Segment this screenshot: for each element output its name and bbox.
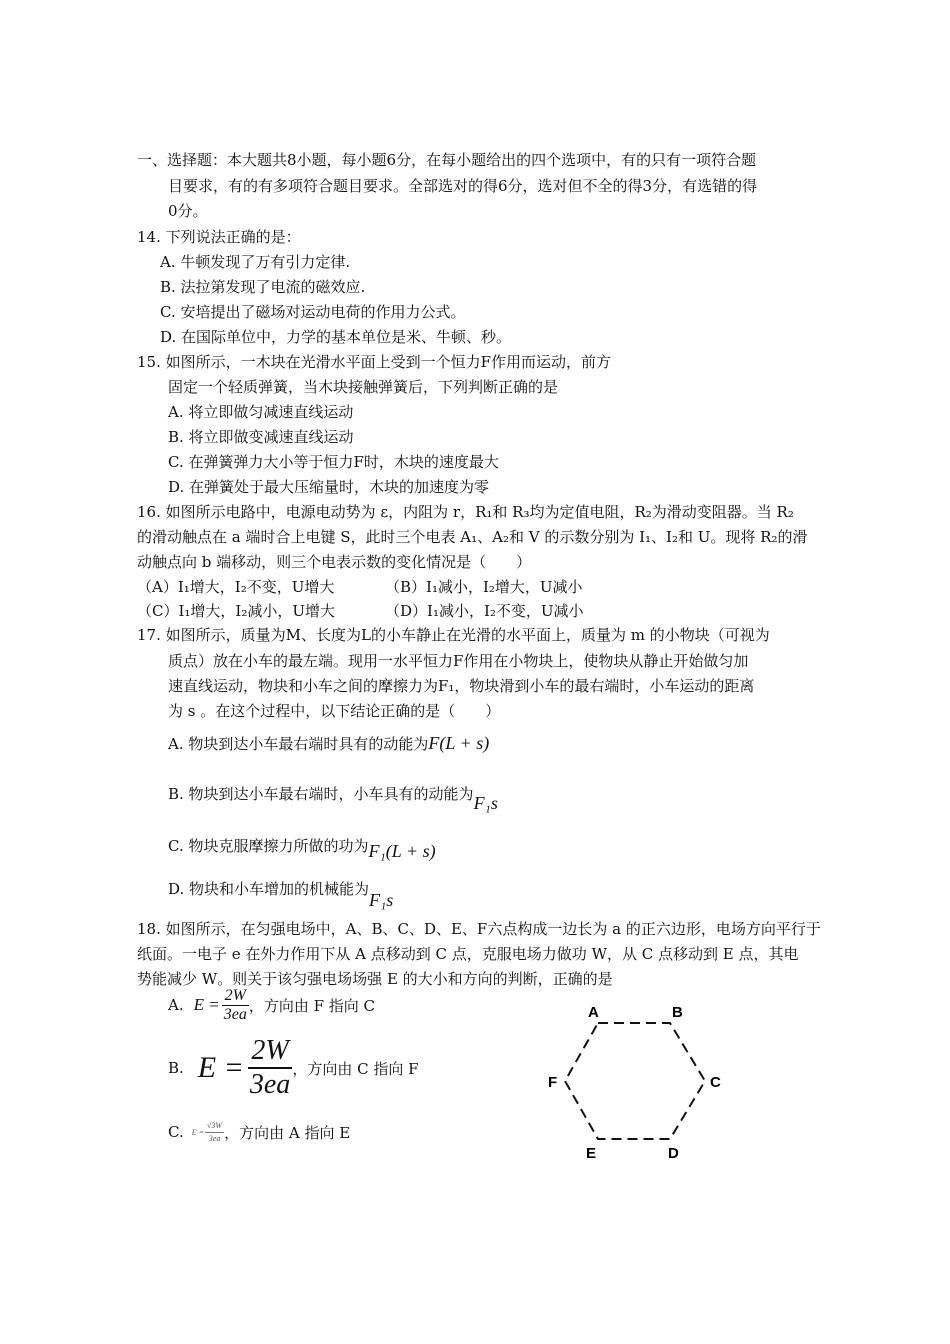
hexagon-label-b: B — [672, 1004, 683, 1021]
q18-stem-line3: 势能减少 W。则关于该匀强电场场强 E 的大小和方向的判断，正确的是 — [137, 970, 613, 988]
q18-stem-line1: 18. 如图所示，在匀强电场中，A、B、C、D、E、F六点构成一边长为 a 的正六边形，电场方向平行于 — [137, 920, 821, 938]
section-instructions-line1: 一、选择题：本大题共8小题，每小题6分，在每小题给出的四个选项中，有的只有一项符合题 — [137, 151, 757, 169]
q18-option-a-prefix: A. — [168, 996, 184, 1014]
q18-option-a — [168, 982, 375, 1028]
q16-stem-line1: 16. 如图所示电路中，电源电动势为 ε，内阻为 r，R₁和 R₃均为定值电阻，R₂为滑动变阻器。当 R₂ — [137, 503, 794, 521]
hexagon-label-c: C — [710, 1074, 721, 1091]
q17-option-d-text: D. 物块和小车增加的机械能为 — [168, 880, 370, 898]
q17-option-a — [168, 732, 489, 755]
q15-option-b: B. 将立即做变减速直线运动 — [168, 428, 354, 446]
hexagon-label-f: F — [548, 1074, 558, 1091]
q18-option-b-denominator: 3ea — [249, 1069, 291, 1100]
q18-option-a-denominator: 3ea — [223, 1005, 247, 1023]
q18-option-b-numerator: 2W — [248, 1035, 292, 1069]
q18-option-a-lhs: E = — [193, 995, 220, 1014]
q18-option-b-fraction — [248, 1035, 292, 1101]
q15-stem-line2: 固定一个轻质弹簧，当木块接触弹簧后，下列判断正确的是 — [168, 378, 559, 396]
q18-option-b — [168, 1032, 419, 1104]
hexagon-diagram — [540, 995, 740, 1165]
q18-option-b-lhs: E = — [197, 1051, 244, 1084]
q16-option-a: （A）I₁增大，I₂不变，U增大 — [137, 578, 335, 596]
q18-option-c-direction: ，方向由 A 指向 E — [224, 1123, 351, 1142]
q15-option-d: D. 在弹簧处于最大压缩量时，木块的加速度为零 — [168, 478, 490, 496]
q17-option-d-formula: F₁s — [369, 890, 394, 910]
q14-option-d: D. 在国际单位中，力学的基本单位是米、牛顿、秒。 — [160, 328, 512, 346]
q18-option-a-direction: ，方向由 F 指向 C — [248, 996, 376, 1015]
q17-option-b-formula: F₁s — [473, 793, 498, 813]
q15-stem-line1: 15. 如图所示，一木块在光滑水平面上受到一个恒力F作用而运动，前方 — [137, 353, 612, 371]
q18-option-c-denominator: 3ea — [208, 1133, 221, 1143]
q16-stem-line3: 动触点向 b 端移动，则三个电表示数的变化情况是（ ） — [137, 553, 532, 571]
q18-option-c — [168, 1110, 350, 1154]
q17-option-c-formula: F₁(L + s) — [368, 841, 436, 861]
hexagon-outline — [565, 1023, 705, 1139]
hexagon-label-d: D — [668, 1145, 679, 1162]
q17-option-a-formula: F(L + s) — [428, 733, 490, 753]
q17-stem-line4: 为 s 。在这个过程中，以下结论正确的是（ ） — [168, 702, 501, 720]
q17-option-b-text: B. 物块到达小车最右端时，小车具有的动能为 — [168, 785, 474, 803]
q17-option-d — [168, 877, 394, 910]
q14-option-b: B. 法拉第发现了电流的磁效应. — [160, 278, 366, 296]
section-instructions-line2: 目要求，有的有多项符合题目要求。全部选对的得6分，选对但不全的得3分，有选错的得 — [168, 177, 758, 195]
q17-stem-line1: 17. 如图所示，质量为M、长度为L的小车静止在光滑的水平面上，质量为 m 的小物块（可视为 — [137, 626, 770, 644]
q17-option-c-text: C. 物块克服摩擦力所做的功为 — [168, 837, 369, 855]
q18-option-c-fraction — [205, 1120, 224, 1145]
hexagon-label-a: A — [588, 1004, 599, 1021]
q17-option-b — [168, 782, 498, 813]
q16-option-c: （C）I₁增大，I₂减小，U增大 — [137, 602, 335, 620]
q17-option-a-text: A. 物块到达小车最右端时具有的动能为 — [168, 735, 429, 753]
q16-option-b: （B）I₁减小，I₂增大，U减小 — [385, 578, 583, 596]
q18-option-a-numerator: 2W — [222, 987, 249, 1006]
q18-option-b-prefix: B. — [168, 1059, 184, 1077]
q17-option-c — [168, 834, 436, 861]
q15-option-c: C. 在弹簧弹力大小等于恒力F时，木块的速度最大 — [168, 453, 499, 471]
q18-option-c-lhs: E = — [191, 1127, 205, 1137]
q16-stem-line2: 的滑动触点在 a 端时合上电键 S，此时三个电表 A₁、A₂和 V 的示数分别为 I₁、I₂和 U。现将 R₂的滑 — [137, 528, 808, 546]
q18-option-c-numerator: √3W — [205, 1120, 224, 1133]
q15-option-a: A. 将立即做匀减速直线运动 — [168, 403, 354, 421]
q18-option-a-fraction — [222, 987, 249, 1024]
q18-option-c-prefix: C. — [168, 1123, 184, 1141]
hexagon-label-e: E — [586, 1145, 597, 1162]
q14-option-a: A. 牛顿发现了万有引力定律. — [160, 253, 351, 271]
section-instructions-line3: 0分。 — [168, 202, 208, 220]
q17-stem-line2: 质点）放在小车的最左端。现用一水平恒力F作用在小物块上，使物块从静止开始做匀加 — [168, 652, 749, 670]
q18-option-b-direction: ，方向由 C 指向 F — [292, 1059, 419, 1078]
q18-stem-line2: 纸面。一电子 e 在外力作用下从 A 点移动到 C 点，克服电场力做功 W，从 C 点移动到 E 点，其电 — [137, 945, 799, 963]
q16-option-d: （D）I₁减小，I₂不变，U减小 — [385, 602, 584, 620]
q17-stem-line3: 速直线运动，物块和小车之间的摩擦力为F₁，物块滑到小车的最右端时，小车运动的距离 — [168, 677, 755, 695]
q14-stem: 14. 下列说法正确的是： — [137, 228, 301, 246]
q14-option-c: C. 安培提出了磁场对运动电荷的作用力公式。 — [160, 303, 466, 321]
